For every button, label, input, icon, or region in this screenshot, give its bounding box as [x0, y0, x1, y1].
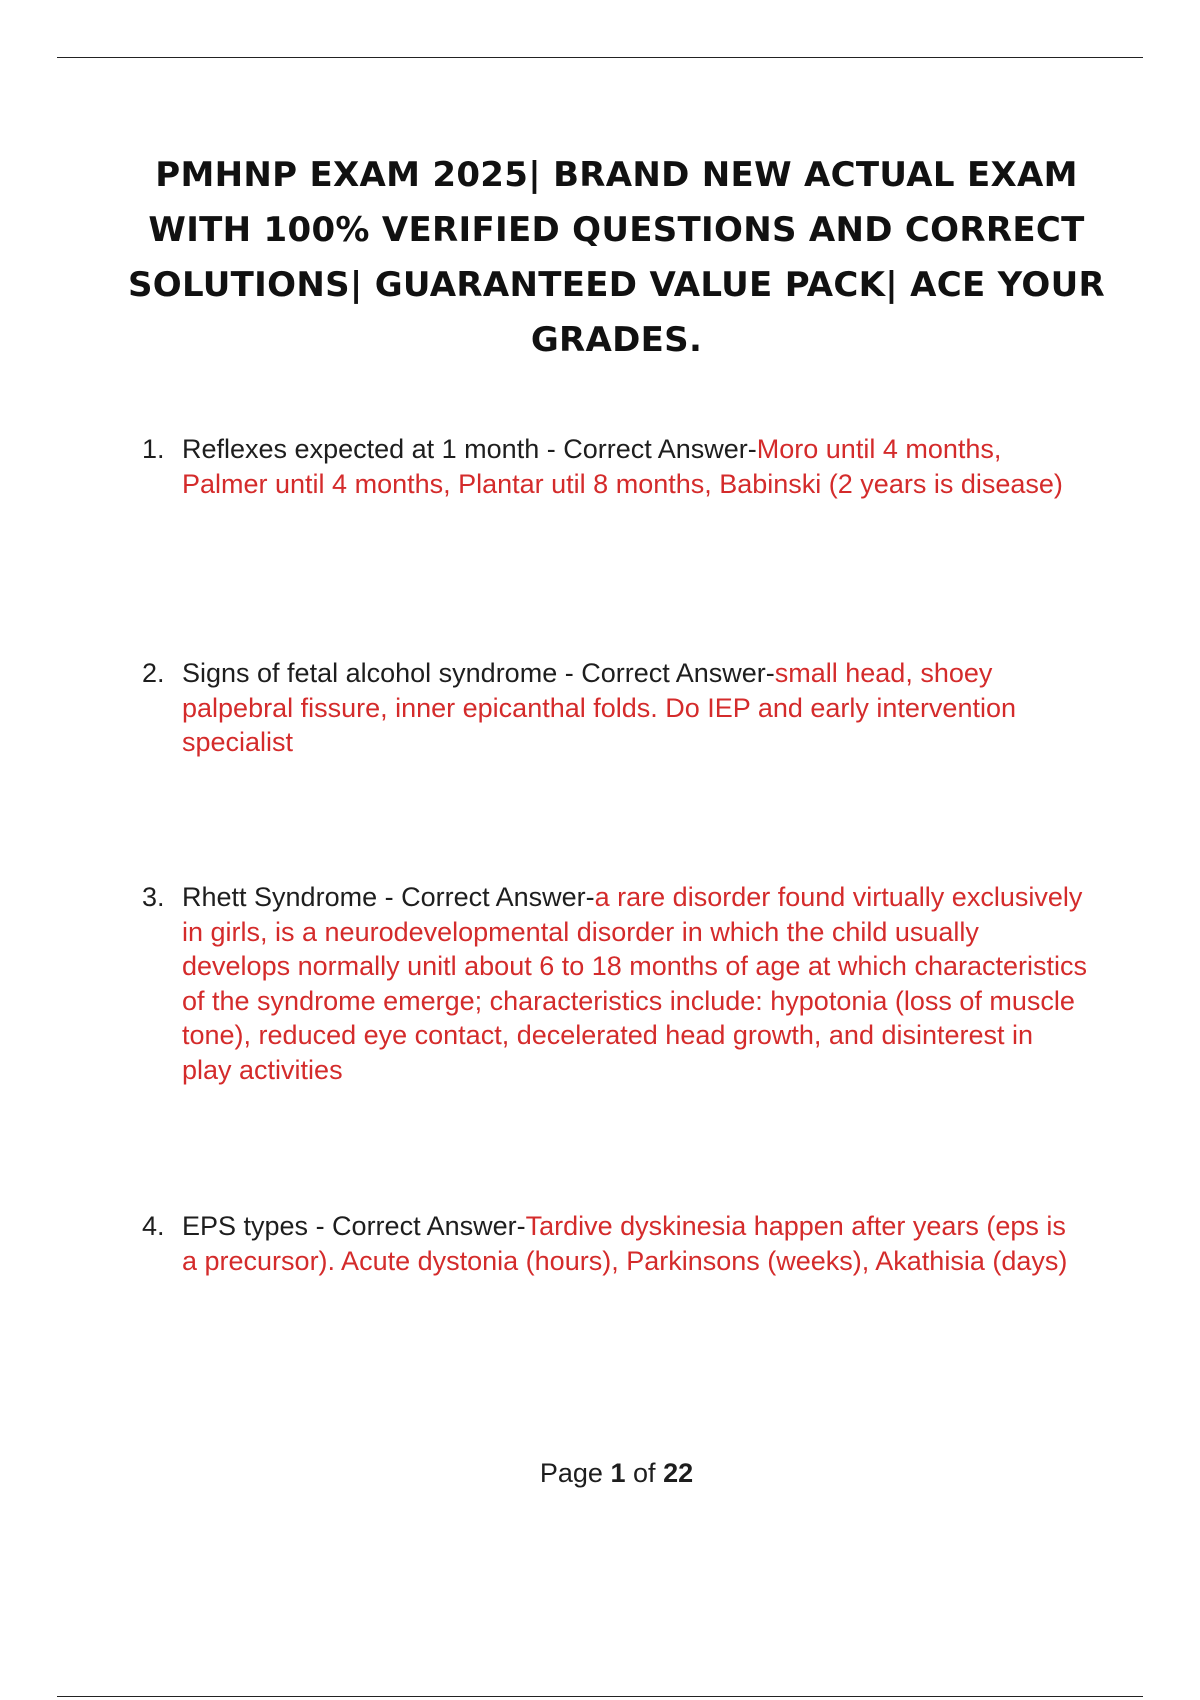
question-body — [182, 880, 1087, 1087]
total-pages-number: 22 — [663, 1458, 694, 1488]
question-body — [182, 1209, 1087, 1278]
question-text: Reflexes expected at 1 month - Correct Answer- — [182, 434, 757, 464]
question-body — [182, 432, 1087, 501]
page-label: Page — [539, 1458, 603, 1488]
answer-text: small head, shoey palpebral fissure, inner epicanthal folds. Do IEP and early intervention specialist — [182, 658, 1016, 757]
page-footer — [0, 1458, 1200, 1489]
question-number: 1. — [142, 434, 165, 464]
answer-text: Moro until 4 months, Palmer until 4 months, Plantar util 8 months, Babinski (2 years is disease) — [182, 434, 1063, 499]
question-number: 4. — [142, 1211, 165, 1241]
question-item-3 — [142, 880, 1087, 1087]
question-text: Signs of fetal alcohol syndrome - Correct Answer- — [182, 658, 775, 688]
document-title: PMHNP EXAM 2025| BRAND NEW ACTUAL EXAM WITH 100% VERIFIED QUESTIONS AND CORRECT SOLUTIONS| GUARANTEED VALUE PACK| ACE YOUR GRADES. — [128, 155, 1105, 360]
answer-text: Tardive dyskinesia happen after years (eps is a precursor). Acute dystonia (hours), Parkinsons (weeks), Akathisia (days) — [182, 1211, 1068, 1276]
question-text: Rhett Syndrome - Correct Answer- — [182, 882, 595, 912]
question-item-2 — [142, 656, 1087, 760]
bottom-rule — [57, 1696, 1143, 1697]
question-body — [182, 656, 1087, 760]
current-page-number: 1 — [610, 1458, 626, 1488]
question-text: EPS types - Correct Answer- — [182, 1211, 526, 1241]
question-number: 2. — [142, 658, 165, 688]
question-item-4 — [142, 1209, 1087, 1278]
question-item-1 — [142, 432, 1087, 501]
answer-text: a rare disorder found virtually exclusively in girls, is a neurodevelopmental disorder in which the child usually develops normally unitl about 6 to 18 months of age at which characteristics of the syndrome emerge; characteristics include: hypotonia (loss of muscle tone), reduced eye contact, decelerated head growth, and disinterest in play activities — [182, 882, 1087, 1085]
of-label: of — [633, 1458, 656, 1488]
top-rule — [57, 57, 1143, 58]
question-number: 3. — [142, 882, 165, 912]
